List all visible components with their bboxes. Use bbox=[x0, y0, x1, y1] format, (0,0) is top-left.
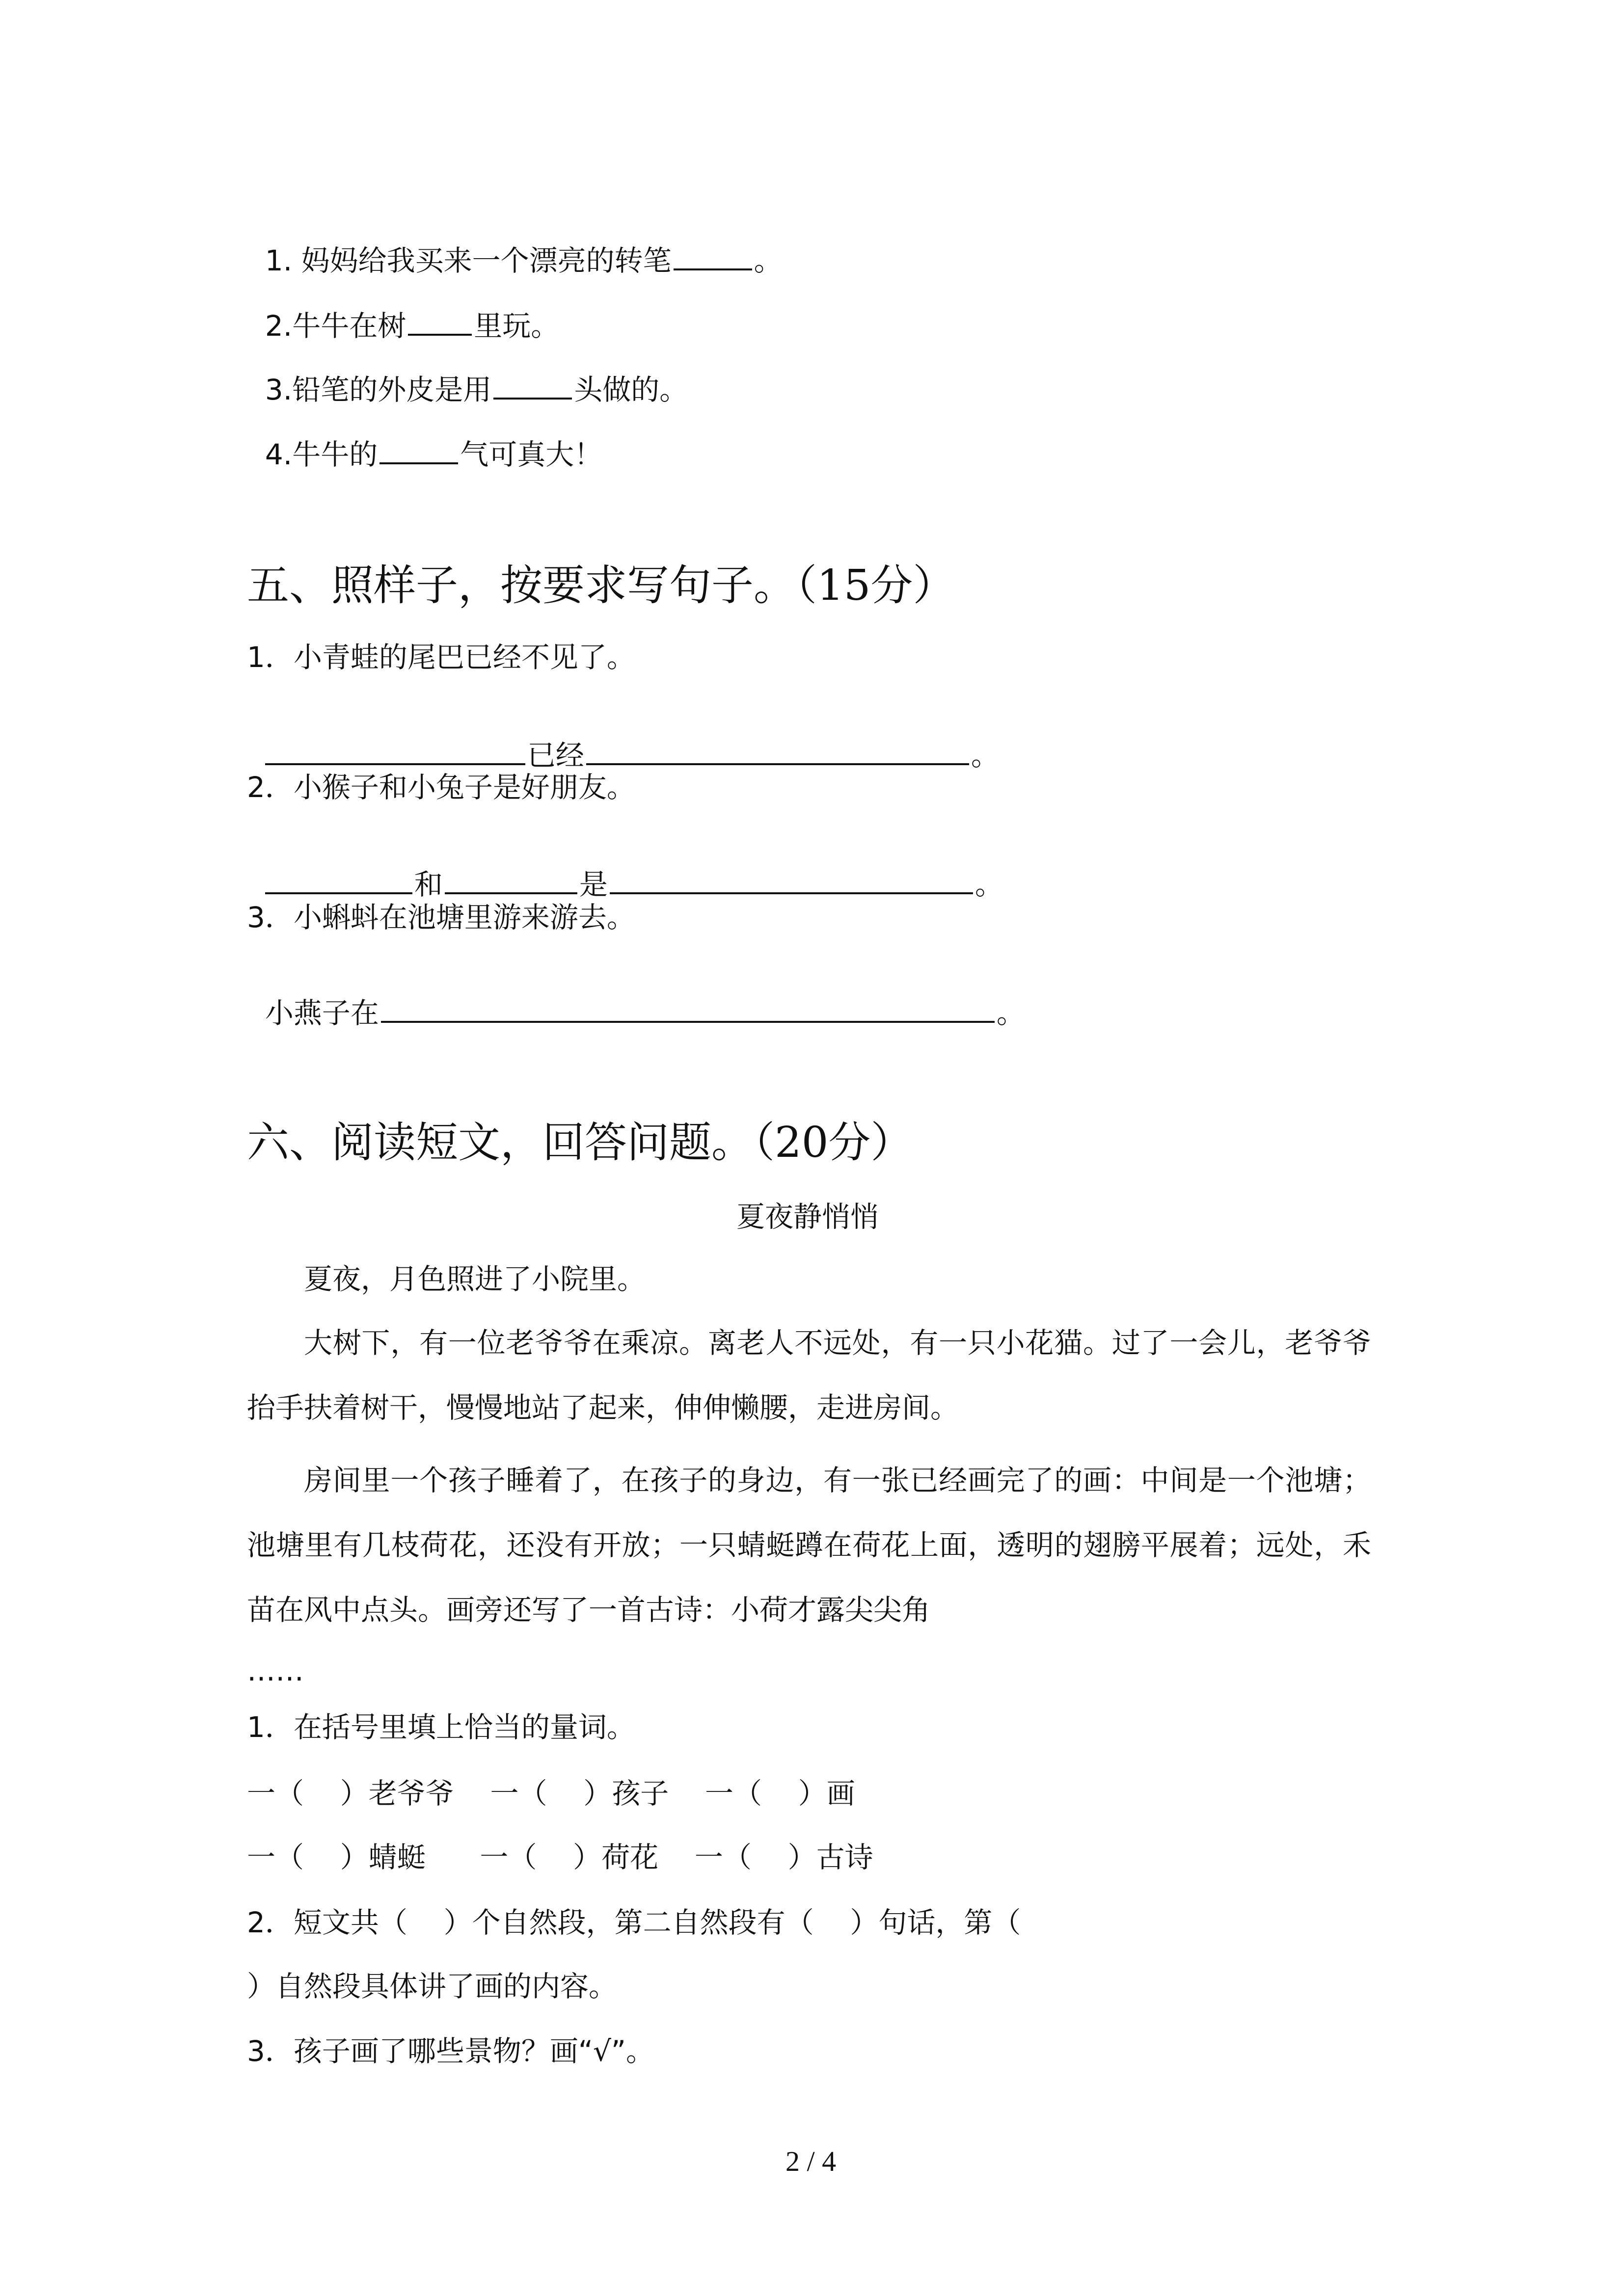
fill-item-4 bbox=[247, 408, 602, 469]
fill-blank[interactable] bbox=[408, 308, 472, 336]
section5-q3-end: 。 bbox=[996, 996, 1025, 1030]
fill-item-1-text: 1. 妈妈给我买来一个漂亮的转笔 bbox=[265, 244, 672, 277]
fill-item-3-end: 头做的。 bbox=[574, 373, 688, 406]
fill-item-4-end: 气可真大！ bbox=[460, 438, 603, 471]
section5-q3: 3．小蝌蚪在池塘里游来游去。 bbox=[247, 901, 635, 934]
answer-blank[interactable] bbox=[381, 995, 995, 1023]
section6-q2-line2: ）自然段具体讲了画的内容。 bbox=[247, 1970, 618, 2003]
section5-q1-end: 。 bbox=[971, 739, 1000, 772]
fill-item-4-text: 4.牛牛的 bbox=[265, 438, 378, 471]
section5-q1-mid: 已经 bbox=[527, 739, 584, 772]
fill-item-3-text: 3.铅笔的外皮是用 bbox=[265, 373, 492, 406]
fill-item-1 bbox=[247, 214, 783, 275]
passage-ellipsis: …… bbox=[247, 1654, 304, 1687]
section6-heading: 六、阅读短文，回答问题。（20分） bbox=[247, 1118, 913, 1167]
section5-q2-mid1: 和 bbox=[414, 868, 443, 901]
answer-blank[interactable] bbox=[445, 867, 577, 894]
passage-title: 夏夜静悄悄 bbox=[736, 1200, 879, 1233]
section5-q2-mid2: 是 bbox=[579, 868, 608, 901]
fill-blank[interactable] bbox=[493, 372, 572, 400]
section6-q1-row2: 一（ ）蜻蜓 一（ ）荷花 一（ ）古诗 bbox=[247, 1841, 873, 1874]
answer-blank[interactable] bbox=[265, 738, 525, 765]
page-number: 2 / 4 bbox=[785, 2145, 837, 2177]
fill-item-2 bbox=[247, 280, 560, 343]
passage-paragraph-1: 夏夜，月色照进了小院里。 bbox=[304, 1262, 646, 1296]
section6-q2-line1: 2．短文共（ ）个自然段，第二自然段有（ ）句话，第（ bbox=[247, 1906, 1021, 1939]
section6-q1-row1: 一（ ）老爷爷 一（ ）孩子 一（ ）画 bbox=[247, 1777, 855, 1810]
section6-q3: 3．孩子画了哪些景物？画“√”。 bbox=[247, 2034, 654, 2068]
section5-q2-answer bbox=[247, 838, 1003, 899]
section5-q1: 1．小青蛙的尾巴已经不见了。 bbox=[247, 641, 635, 674]
fill-blank[interactable] bbox=[379, 437, 458, 464]
section5-heading: 五、照样子，按要求写句子。（15分） bbox=[247, 561, 955, 610]
fill-item-2-end: 里玩。 bbox=[474, 309, 560, 343]
section6-q1: 1．在括号里填上恰当的量词。 bbox=[247, 1710, 635, 1744]
answer-blank[interactable] bbox=[265, 867, 412, 894]
section5-q3-start: 小燕子在 bbox=[265, 996, 379, 1030]
section5-q2-end: 。 bbox=[974, 868, 1003, 901]
fill-item-3 bbox=[247, 344, 688, 404]
passage-paragraph-3: 房间里一个孩子睡着了，在孩子的身边，有一张已经画完了的画：中间是一个池塘；池塘里有几枝荷花，还没有开放；一只蜻蜓蹲在荷花上面，透明的翅膀平展着；远处，禾苗在风中点头。画旁还写了一首古诗：小荷才露尖尖角 bbox=[247, 1464, 1371, 1627]
passage-paragraph-2: 大树下，有一位老爷爷在乘凉。离老人不远处，有一只小花猫。过了一会儿，老爷爷抬手扶着树干，慢慢地站了起来，伸伸懒腰，走进房间。 bbox=[247, 1326, 1371, 1424]
section5-q1-answer bbox=[247, 709, 1000, 770]
fill-item-1-end: 。 bbox=[754, 244, 783, 277]
fill-blank[interactable] bbox=[674, 243, 752, 270]
fill-item-2-text: 2.牛牛在树 bbox=[265, 309, 406, 343]
section5-q2: 2．小猴子和小兔子是好朋友。 bbox=[247, 771, 635, 804]
answer-blank[interactable] bbox=[586, 738, 969, 765]
answer-blank[interactable] bbox=[610, 867, 973, 894]
section5-q3-answer bbox=[247, 967, 1025, 1030]
